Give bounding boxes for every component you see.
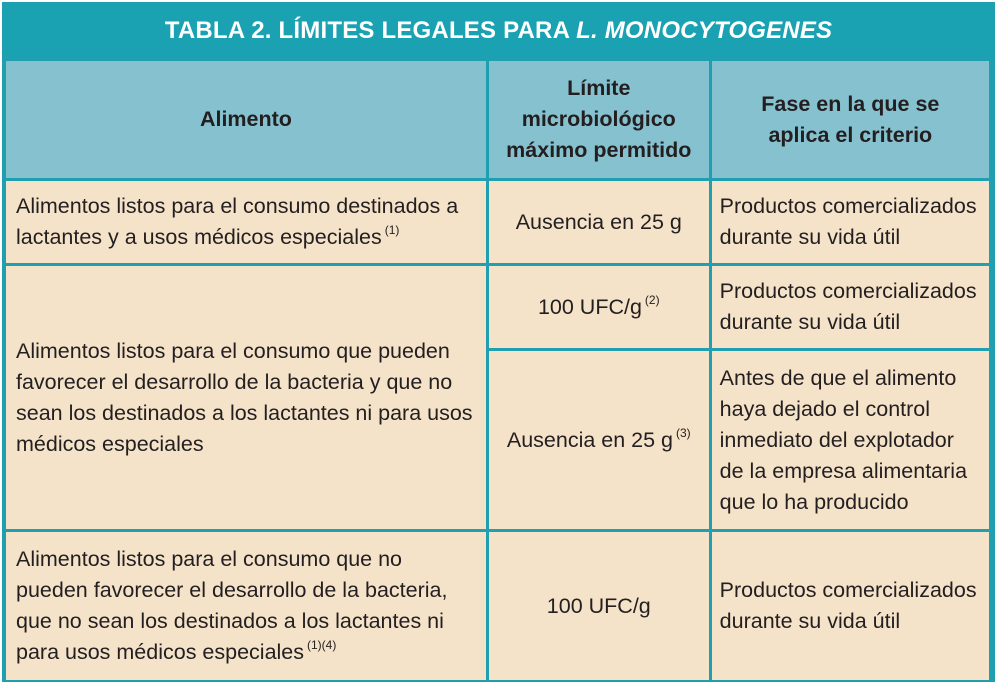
food-cell [6, 266, 486, 529]
phase-cell [712, 532, 989, 680]
limit-footnote: (3) [676, 425, 691, 440]
table-title-main: TABLA 2. LÍMITES LEGALES PARA [164, 17, 571, 44]
table-row [6, 532, 989, 680]
limit-cell [489, 351, 709, 529]
header-food: Alimento [6, 61, 486, 178]
table-row [6, 266, 989, 348]
food-cell [6, 532, 486, 680]
header-row [6, 61, 989, 178]
table-title [4, 4, 993, 58]
limit-cell [489, 532, 709, 680]
food-text: Alimentos listos para el consumo destinados a lactantes y a usos médicos especiales [16, 194, 459, 249]
table-title-species: L. MONOCYTOGENES [576, 17, 833, 44]
food-cell [6, 181, 486, 263]
phase-text: Productos comercializados durante su vida útil [719, 578, 977, 633]
limit-text: 100 UFC/g [546, 593, 651, 618]
header-phase: Fase en la que se aplica el criterio [712, 61, 989, 178]
phase-text: Productos comercializados durante su vida útil [719, 194, 977, 249]
limit-text: Ausencia en 25 g [506, 427, 674, 452]
phase-text: Antes de que el alimento haya dejado el control inmediato del explotador de la empresa alimentaria que lo ha producido [719, 365, 968, 514]
legal-limits-table-frame [2, 2, 995, 682]
food-text: Alimentos listos para el consumo que pueden favorecer el desarrollo de la bacteria y que no sean los destinados a los lactantes ni para usos médicos especiales [16, 338, 473, 456]
limit-text: Ausencia en 25 g [515, 209, 682, 234]
header-limit: Límite microbiológico máximo permitido [489, 61, 709, 178]
food-footnote: (1)(4) [307, 638, 337, 652]
food-text: Alimentos listos para el consumo que no pueden favorecer el desarrollo de la bacteria, que no sean los destinados a los lactantes ni para usos médicos especiales [16, 547, 448, 664]
phase-text: Productos comercializados durante su vida útil [719, 279, 977, 334]
limit-cell [489, 181, 709, 263]
phase-cell [712, 351, 989, 529]
limit-footnote: (2) [644, 292, 660, 307]
limit-text: 100 UFC/g [537, 294, 642, 319]
phase-cell [712, 266, 989, 348]
table-row [6, 181, 989, 263]
limit-cell [489, 266, 709, 348]
food-footnote: (1) [384, 223, 400, 237]
phase-cell [712, 181, 989, 263]
legal-limits-table [3, 58, 992, 683]
